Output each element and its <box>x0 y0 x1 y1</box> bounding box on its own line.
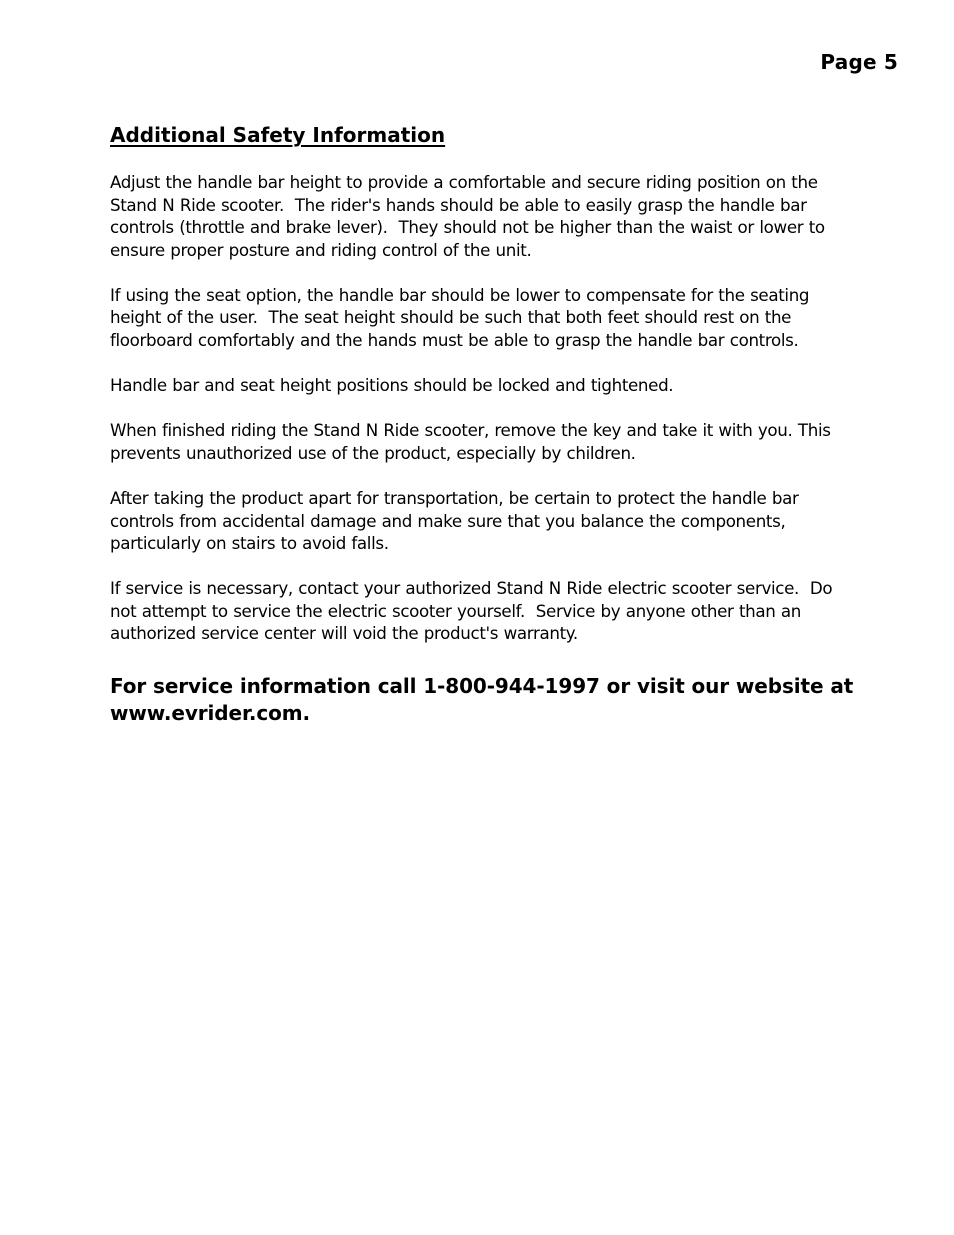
service-callout: For service information call 1-800-944-1997 or visit our website at www.evrider.com. <box>110 674 854 725</box>
paragraph-locking: Handle bar and seat height positions should be locked and tightened. <box>110 375 674 396</box>
paragraph-seat-option: If using the seat option, the handle bar should be lower to compensate for the seating height of the user. The seat height should be such that both feet should rest on the floorboard comfortably and the hands must be able to grasp the handle bar controls. <box>110 284 815 351</box>
paragraph-handle-bar-height: Adjust the handle bar height to provide a comfortable and secure riding position on the Stand N Ride scooter. The rider's hands should be able to easily grasp the handle bar controls (throttle and brake lever). They should not be higher than the waist or lower to ensure proper posture and riding control of the unit. <box>110 172 831 260</box>
page-number: Page 5 <box>820 50 898 74</box>
safety-section <box>110 121 855 727</box>
section-heading: Additional Safety Information <box>110 123 446 147</box>
paragraph-remove-key: When finished riding the Stand N Ride scooter, remove the key and take it with you. This prevents unauthorized use of the product, especially by children. <box>110 420 837 463</box>
paragraph-service: If service is necessary, contact your authorized Stand N Ride electric scooter service. Do not attempt to service the electric scooter yourself. Service by anyone other than an authorized service center will void the product's warranty. <box>110 578 838 644</box>
paragraph-transportation: After taking the product apart for transportation, be certain to protect the handle bar controls from accidental damage and make sure that you balance the components, particularly on stairs to avoid falls. <box>110 487 805 554</box>
